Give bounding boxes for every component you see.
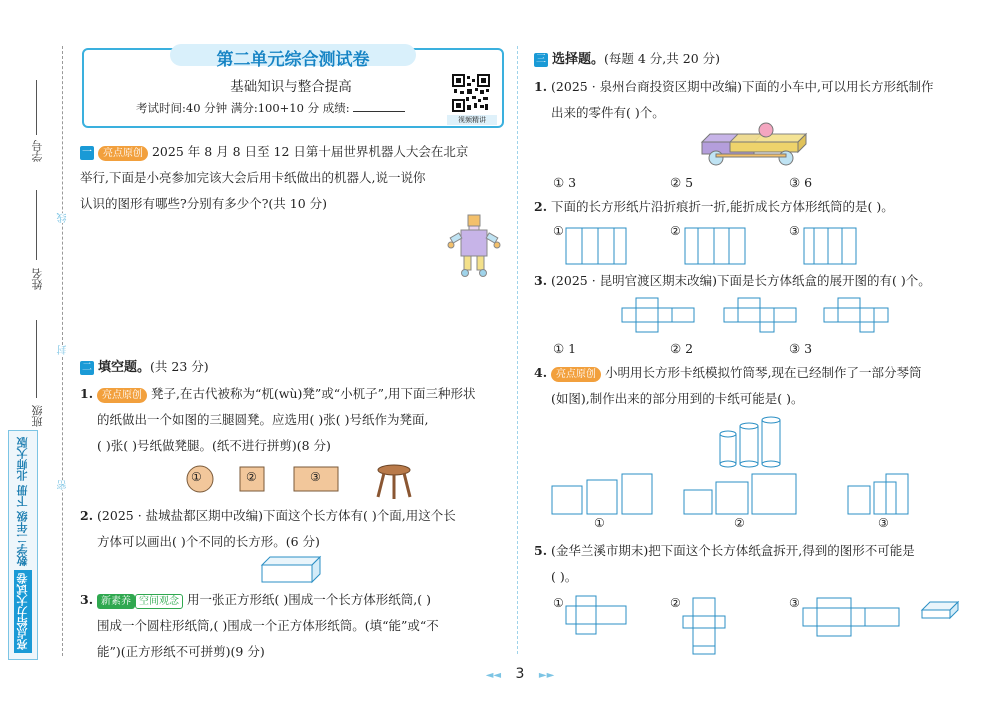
sec3-q4-text-2: (如图),制作出来的部分用到的卡纸可能是( )。 xyxy=(551,391,804,406)
sec3-q2-label-2[interactable]: ② xyxy=(670,224,681,238)
sec2-q1-text-3: ( )张( )号纸做凳腿。(纸不进行拼剪)(8 分) xyxy=(97,438,331,453)
sec3-q2-label-3[interactable]: ③ xyxy=(789,224,800,238)
sec1-text-2: 举行,下面是小亮参加完该大会后用卡纸做出的机器人,说一说你 xyxy=(80,170,426,185)
sec2-score: (共 23 分) xyxy=(150,359,209,374)
sec2-q3-badge: 新素养 xyxy=(97,594,135,609)
sec3-q2-number: 2. xyxy=(534,199,548,214)
sec1-text-1: 2025 年 8 月 8 日至 12 日第十届世界机器人大会在北京 xyxy=(151,144,469,159)
sec3-q1-option-2[interactable]: ② 5 xyxy=(670,175,694,190)
page-title: 第二单元综合测试卷 xyxy=(216,50,370,70)
sec3-q2-line xyxy=(534,194,894,220)
paper-shapes-figure xyxy=(180,463,420,501)
sec3-q2-text: 下面的长方形纸片沿折痕折一折,能折成长方体形纸筒的是( )。 xyxy=(551,199,894,214)
shape-label-1: ① xyxy=(191,470,202,484)
sec2-number: 二 xyxy=(82,362,92,373)
bamboo-tubes-figure xyxy=(718,418,788,466)
sec2-q2-text-1: (2025 · 盐城盐都区期中改编)下面这个长方体有( )个面,用这个长 xyxy=(97,508,456,523)
sec3-q5-label-1[interactable]: ① xyxy=(553,596,564,610)
name-label: 姓名 xyxy=(31,268,44,290)
sec2-q3-tag: 空间观念 xyxy=(135,594,183,609)
exam-info-text: 考试时间:40 分钟 满分:100+10 分 成绩: xyxy=(136,101,350,115)
sec2-q3-line-1 xyxy=(80,587,431,613)
sec3-q4-badge: 亮点原创 xyxy=(551,367,601,382)
sec2-q1-line-1 xyxy=(80,381,476,407)
sec2-q3-text-3: 能”)(正方形纸不可拼剪)(9 分) xyxy=(97,644,265,659)
sec3-q2-label-1[interactable]: ① xyxy=(553,224,564,238)
series-main: 亮点给力大试卷 xyxy=(14,570,32,653)
toy-car-figure xyxy=(700,128,812,168)
sec3-q5-label-3[interactable]: ③ xyxy=(789,596,800,610)
sec2-q3-text-1: 用一张正方形纸( )围成一个长方体形纸筒,( ) xyxy=(187,592,431,607)
sec2-q1-number: 1. xyxy=(80,386,94,401)
robot-illustration xyxy=(447,215,501,277)
unfold-options-figure xyxy=(566,594,966,656)
sec2-q3-text-2: 围成一个圆柱形纸筒,( )围成一个正方体形纸筒。(填“能”或“不 xyxy=(97,618,439,633)
exam-info xyxy=(136,100,405,116)
sec1-text-3: 认识的图形有哪些?分别有多少个?(共 10 分) xyxy=(80,196,328,211)
sec1-badge: 亮点原创 xyxy=(98,146,148,161)
sec3-q1-line-1 xyxy=(534,74,934,100)
sec3-q4-text-1: 小明用长方形卡纸模拟竹筒琴,现在已经制作了一部分琴筒 xyxy=(605,365,922,380)
sec3-heading xyxy=(534,46,720,73)
sec3-q5-number: 5. xyxy=(534,543,548,558)
sec2-title: 填空题。 xyxy=(98,360,151,375)
sec3-q5-text-2: ( )。 xyxy=(551,569,578,584)
sec3-q3-option-1[interactable]: ① 1 xyxy=(553,341,577,356)
class-label: 班级 xyxy=(31,405,44,427)
cuboid-figure xyxy=(262,557,322,583)
sec2-q2-number: 2. xyxy=(80,508,94,523)
sec3-q1-option-1[interactable]: ① 3 xyxy=(553,175,577,190)
sec3-q3-number: 3. xyxy=(534,273,548,288)
sec1-number: 一 xyxy=(82,147,92,158)
next-arrow-icon[interactable]: ►► xyxy=(538,670,555,681)
prev-arrow-icon[interactable]: ◄◄ xyxy=(485,670,502,681)
sec3-title: 选择题。 xyxy=(552,52,605,67)
page-subtitle: 基础知识与整合提高 xyxy=(230,79,352,95)
shape-label-2: ② xyxy=(246,470,257,484)
student-no-label: 学号 xyxy=(31,140,44,162)
sec3-number: 三 xyxy=(536,54,546,65)
sec3-q5-line-1 xyxy=(534,538,915,564)
sec3-q4-number: 4. xyxy=(534,365,548,380)
page-number: 3 xyxy=(515,666,525,682)
sec3-q1-text-1: (2025 · 泉州台商投资区期中改编)下面的小车中,可以用长方形纸制作 xyxy=(551,79,934,94)
sec2-q1-text-1: 凳子,在古代被称为“杌(wù)凳”或“小杌子”,用下面三种形状 xyxy=(151,386,476,401)
sec1-line-1 xyxy=(80,139,468,165)
sec2-q3-number: 3. xyxy=(80,592,94,607)
qr-caption: 视频精讲 xyxy=(447,115,497,125)
page-number-bar xyxy=(480,666,560,682)
sec2-q1-text-2: 的纸做出一个如图的三腿圆凳。应选用( )张( )号纸作为凳面, xyxy=(97,412,429,427)
sec2-q1-badge: 亮点原创 xyxy=(97,388,147,403)
qr-code-icon[interactable] xyxy=(452,74,490,112)
student-no-blank[interactable] xyxy=(36,80,37,135)
sec3-q5-label-2[interactable]: ② xyxy=(670,596,681,610)
sec3-q1-option-3[interactable]: ③ 6 xyxy=(789,175,813,190)
sec3-q3-option-2[interactable]: ② 2 xyxy=(670,341,694,356)
column-divider xyxy=(517,46,518,654)
sec3-q4-label-1[interactable]: ① xyxy=(594,516,605,530)
fold-strips-figure xyxy=(566,228,866,268)
sec3-q4-label-2[interactable]: ② xyxy=(734,516,745,530)
sec3-q4-line-1 xyxy=(534,360,922,386)
sec3-score: (每题 4 分,共 20 分) xyxy=(604,51,720,66)
sec2-q2-text-2: 方体可以画出( )个不同的长方形。(6 分) xyxy=(97,534,320,549)
binding-mark-secret: 密 xyxy=(58,480,69,490)
sec3-q3-line xyxy=(534,268,931,294)
binding-mark-seal: 封 xyxy=(58,345,69,355)
name-blank[interactable] xyxy=(36,190,37,260)
sec2-q2-line-1 xyxy=(80,503,456,529)
score-blank[interactable] xyxy=(353,111,405,112)
class-blank[interactable] xyxy=(36,320,37,398)
series-label xyxy=(8,430,38,660)
sec3-q3-text: (2025 · 昆明官渡区期末改编)下面是长方体纸盒的展开图的有( )个。 xyxy=(551,273,931,288)
sec3-q5-text-1: (金华兰溪市期末)把下面这个长方体纸盒拆开,得到的图形不可能是 xyxy=(551,543,915,558)
sec3-q1-number: 1. xyxy=(534,79,548,94)
series-sub: 数学二年级 下册 北师大版 xyxy=(16,437,29,566)
binding-mark-line: 线 xyxy=(58,213,69,223)
box-nets-figure xyxy=(622,298,892,334)
card-options-figure xyxy=(550,472,910,516)
sec3-q3-option-3[interactable]: ③ 3 xyxy=(789,341,813,356)
sec2-heading xyxy=(80,354,209,381)
sec3-q1-text-2: 出来的零件有( )个。 xyxy=(551,105,665,120)
shape-label-3: ③ xyxy=(310,470,321,484)
sec3-q4-label-3[interactable]: ③ xyxy=(878,516,889,530)
